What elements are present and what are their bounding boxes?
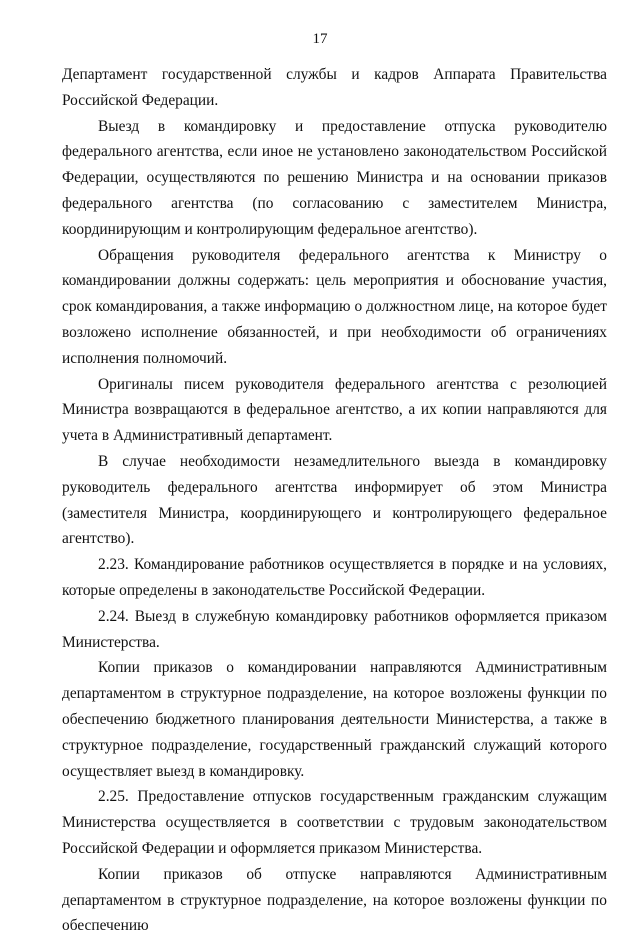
paragraph-section-2-25: 2.25. Предоставление отпусков государственным гражданским служащим Министерства осуществляется в соответствии с трудовым законодательством Российской Федерации и оформляется приказом Министерства. — [62, 788, 607, 857]
document-body — [62, 62, 607, 939]
paragraph-original-letters: Оригиналы писем руководителя федерального агентства с резолюцией Министра возвращаются в федеральное агентство, а их копии направляются для учета в Административный департамент. — [62, 375, 607, 445]
paragraph-order-copies: Копии приказов о командировании направляются Административным департаментом в структурное подразделение, на которое возложены функции по обеспечению бюджетного планирования деятельности Министерства, а также в структурное подразделение, государственный гражданский служащий которого осуществляет выезд в командировку. — [62, 659, 607, 780]
paragraph-section-2-24: 2.24. Выезд в служебную командировку работников оформляется приказом Министерства. — [62, 607, 607, 651]
paragraph-urgent-travel: В случае необходимости незамедлительного выезда в командировку руководитель федерального агентства информирует об этом Министра (заместителя Министра, координирующего и контролирующего федеральное агентство). — [62, 452, 607, 548]
page-number: 17 — [312, 31, 328, 47]
paragraph-requests-content: Обращения руководителя федерального агентства к Министру о командировании должны содержать: цель мероприятия и обоснование участия, срок командирования, а также информацию о должностном лице, на которое будет возложено исполнение обязанностей, и при необходимости об ограничениях исполнения полномочий. — [62, 246, 607, 367]
paragraph-department-continuation: Департамент государственной службы и кадров Аппарата Правительства Российской Федерации. — [62, 66, 607, 109]
paragraph-head-travel-leave: Выезд в командировку и предоставление отпуска руководителю федерального агентства, если иное не установлено законодательством Российской Федерации, осуществляются по решению Министра и на основании приказов федерального агентства (по согласованию с заместителем Министра, координирующим и контролирующим федеральное агентство). — [62, 117, 607, 238]
paragraph-section-2-23: 2.23. Командирование работников осуществляется в порядке и на условиях, которые определены в законодательстве Российской Федерации. — [62, 556, 607, 599]
paragraph-leave-order-copies: Копии приказов об отпуске направляются Административным департаментом в структурное подразделение, на которое возложены функции по обеспечению — [62, 865, 607, 935]
